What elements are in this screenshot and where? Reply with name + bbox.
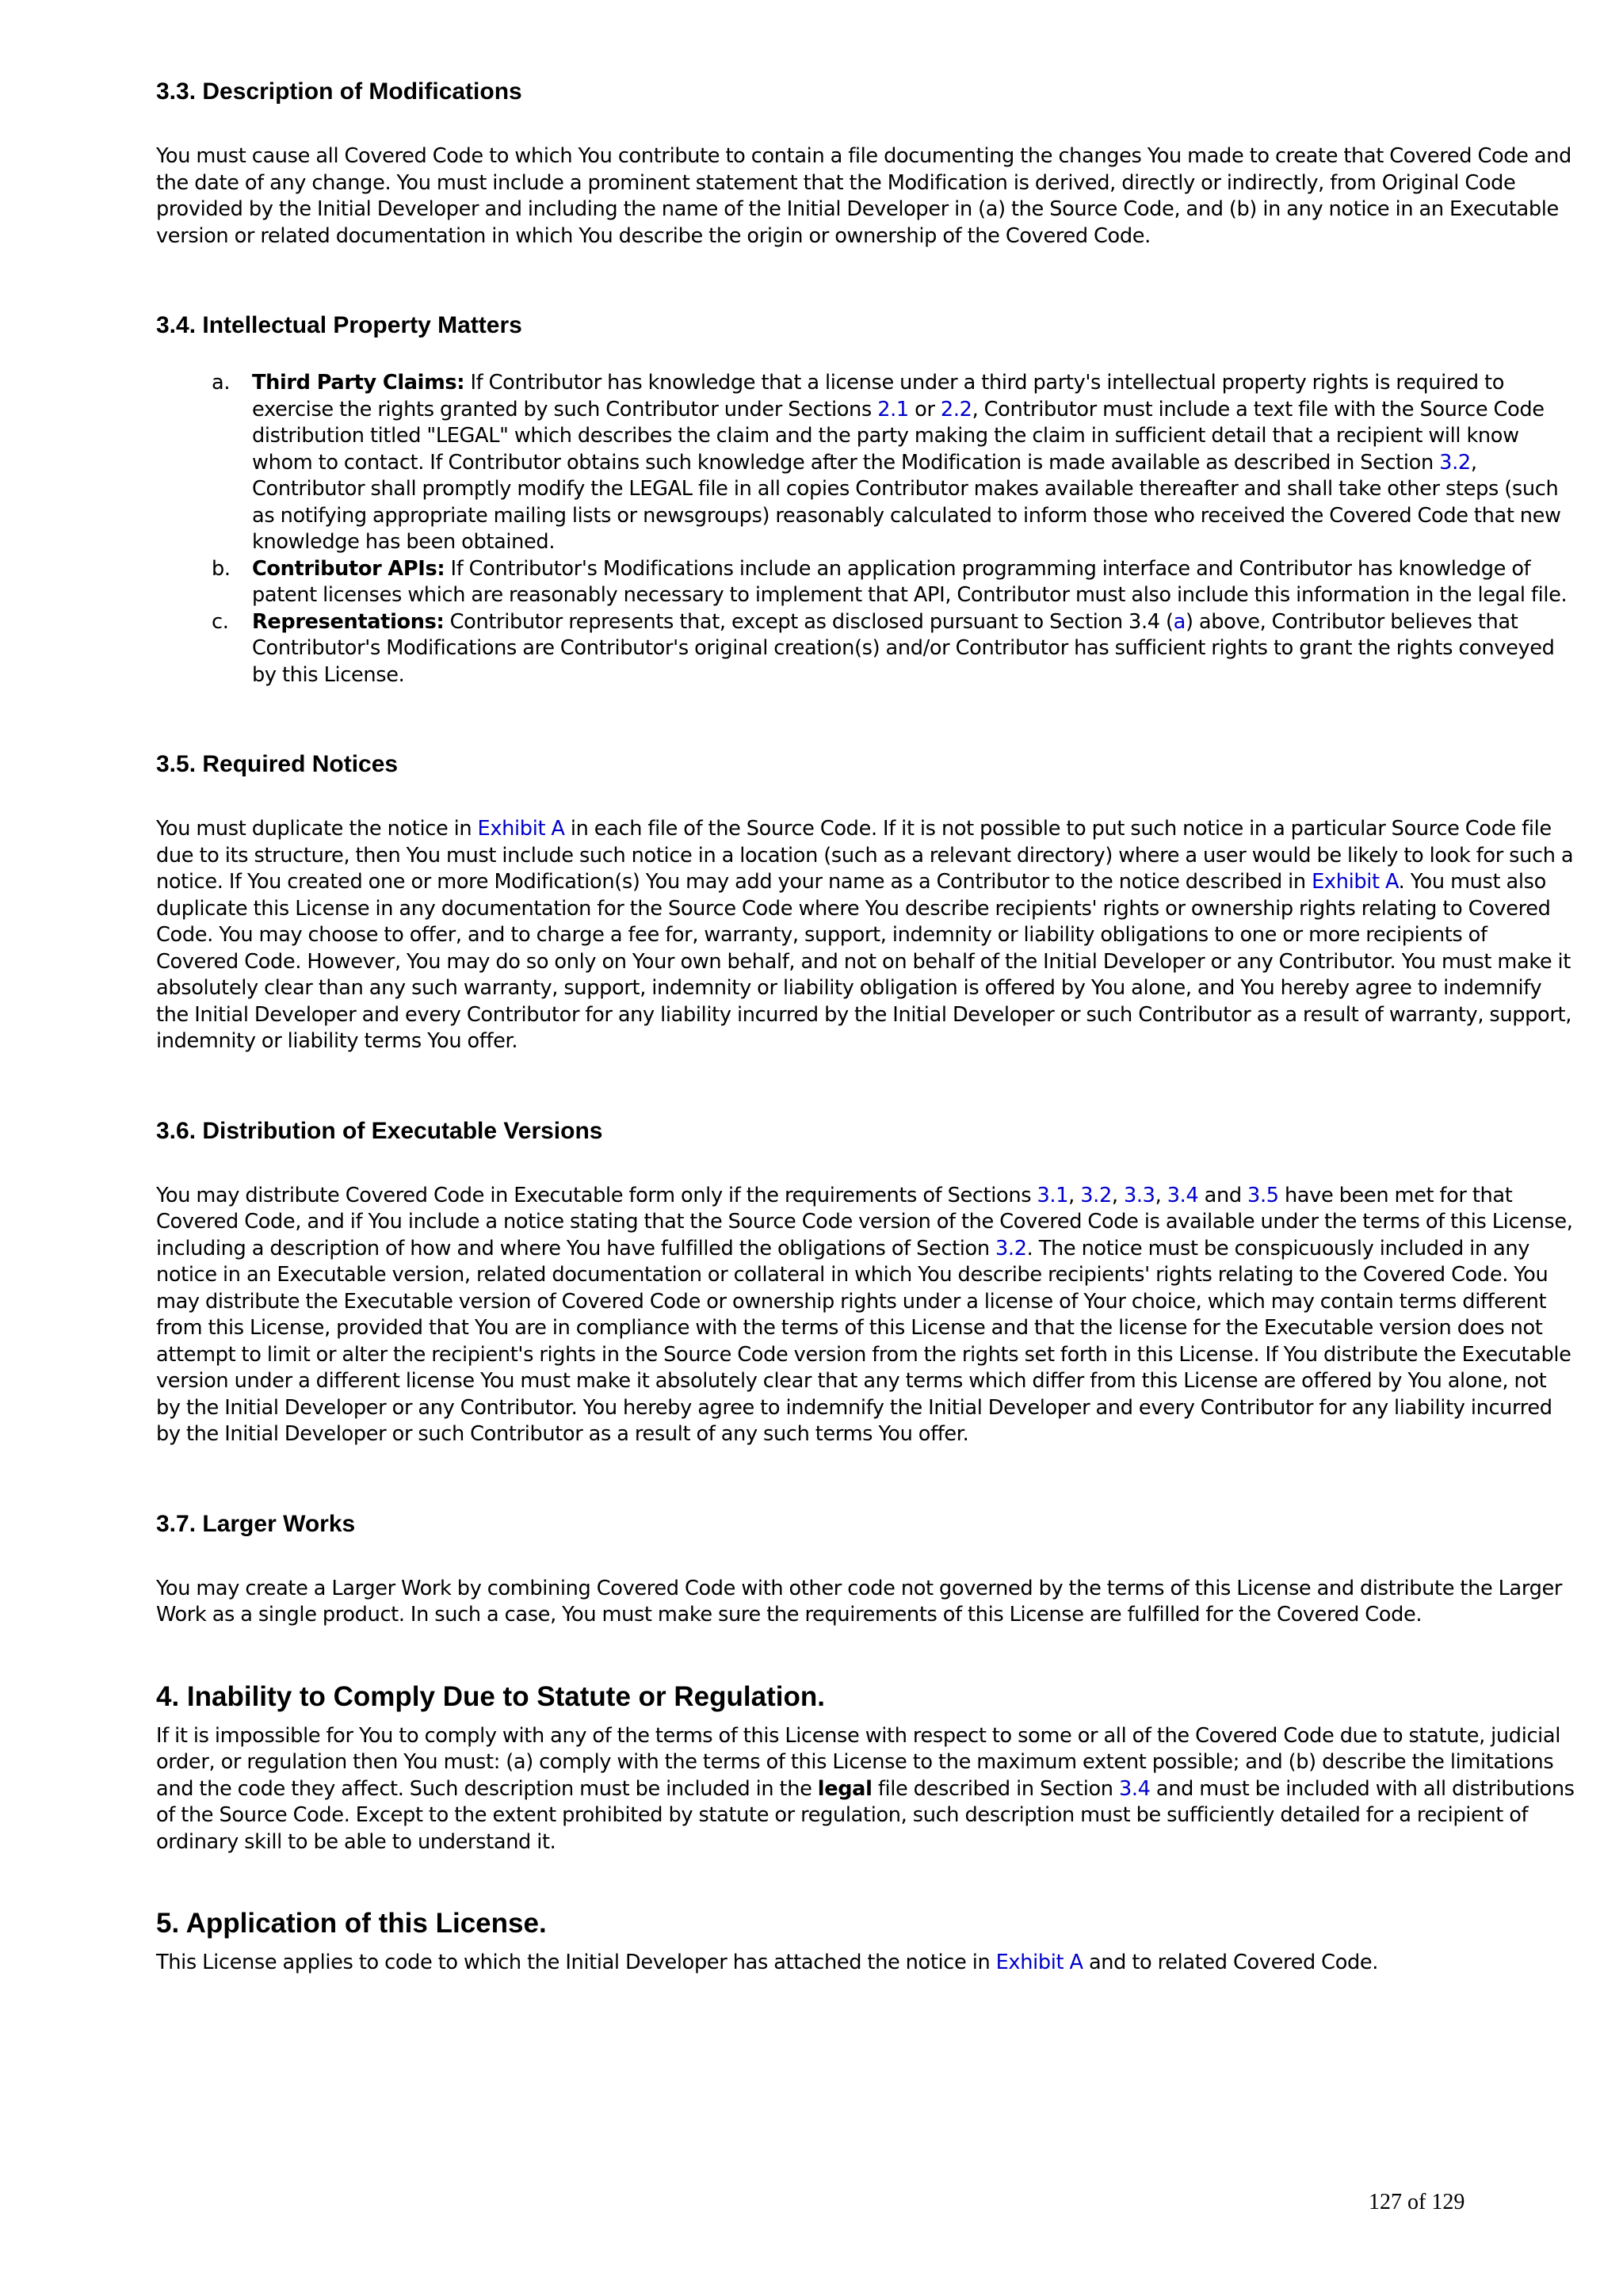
section-3-4-heading: 3.4. Intellectual Property Matters [156, 312, 522, 338]
item-text: or [908, 397, 941, 421]
body-text: and must be included with all distributions of the Source Code. Except to the extent prohibited by statute or regulation, such description must be sufficiently detailed for a recipient of ordinary skill to be able to understand it. [156, 1776, 1575, 1854]
link-section-3-1[interactable]: 3.1 [1037, 1183, 1069, 1207]
link-section-3-2[interactable]: 3.2 [995, 1236, 1027, 1261]
section-3-4-list [156, 370, 1575, 688]
body-text: You must duplicate the notice in [156, 817, 478, 841]
link-section-3-3[interactable]: 3.3 [1123, 1183, 1155, 1207]
body-text: This License applies to code to which the Initial Developer has attached the notice in [156, 1951, 996, 1974]
item-text: ) above, Contributor believes that Contributor's Modifications are Contributor's original creation(s) and/or Contributor has sufficient rights to grant the rights conveyed by this License. [252, 609, 1555, 687]
list-item-third-party-claims [212, 370, 1575, 556]
page-number: 127 of 129 [1369, 2190, 1465, 2214]
link-section-3-5[interactable]: 3.5 [1247, 1183, 1279, 1207]
body-text: , [1155, 1183, 1167, 1207]
body-text: If it is impossible for You to comply with any of the terms of this License with respect to some or all of the Covered Code due to statute, judicial order, or regulation then You must: (a) comply with the terms of this License to the maximum extent possible; and (b) describe the limitations and the code they affect. Such description must be included in the [156, 1723, 1561, 1801]
section-3-5-body [156, 816, 1575, 1055]
body-text: in each file of the Source Code. If it is not possible to put such notice in a particular Source Code file due to its structure, then You must include such notice in a location (such as a relevant directory) where a user would be likely to look for such a notice. If You created one or more Modification(s) You may add your name as a Contributor to the notice described in [156, 817, 1574, 894]
list-item-contributor-apis [212, 556, 1575, 609]
link-section-3-4[interactable]: 3.4 [1118, 1776, 1151, 1801]
bold-legal: legal [817, 1776, 873, 1801]
item-label: Contributor APIs: [252, 556, 445, 581]
body-text: . You must also duplicate this License in any documentation for the Source Code where You describe recipients' rights or ownership rights relating to Covered Code. You may choose to offer, and to charge a fee for, warranty, support, indemnity or liability obligations to one or more recipients of Covered Code. However, You may do so only on Your own behalf, and not on behalf of the Initial Developer or any Contributor. You must make it absolutely clear than any such warranty, support, indemnity or liability obligation is offered by You alone, and You hereby agree to indemnify the Initial Developer and every Contributor for any liability incurred by the Initial Developer or such Contributor as a result of warranty, support, indemnity or liability terms You offer. [156, 870, 1571, 1053]
section-5-heading: 5. Application of this License. [156, 1908, 547, 1939]
list-item-representations [212, 609, 1575, 689]
section-3-3-heading: 3.3. Description of Modifications [156, 78, 522, 105]
body-text: and to related Covered Code. [1083, 1951, 1379, 1974]
item-text: , Contributor must include a text file with the Source Code distribution titled "LEGAL" which describes the claim and the party making the claim in sufficient detail that a recipient will know whom to contact. If Contributor obtains such knowledge after the Modification is made available as described in Section [252, 397, 1545, 475]
item-label: Third Party Claims: [252, 371, 465, 395]
section-3-3-body: You must cause all Covered Code to which You contribute to contain a file documenting the changes You made to create that Covered Code and the date of any change. You must include a prominent statement that the Modification is derived, directly or indirectly, from Original Code provided by the Initial Developer and including the name of the Initial Developer in (a) the Source Code, and (b) in any notice in an Executable version or related documentation in which You describe the origin or ownership of the Covered Code. [156, 144, 1571, 248]
link-item-a[interactable]: a [1173, 609, 1186, 634]
link-section-3-4[interactable]: 3.4 [1167, 1183, 1199, 1207]
body-text: You may distribute Covered Code in Executable form only if the requirements of Sections [156, 1183, 1037, 1207]
body-text: and [1198, 1183, 1248, 1207]
list-marker: b. [212, 556, 231, 581]
section-4-body [156, 1723, 1575, 1856]
document-page [156, 76, 1575, 1977]
link-section-2-1[interactable]: 2.1 [877, 397, 909, 421]
body-text: , [1111, 1183, 1124, 1207]
item-text: , Contributor shall promptly modify the LEGAL file in all copies Contributor makes available thereafter and shall take other steps (such as notifying appropriate mailing lists or newsgroups) reasonably calculated to inform those who received the Covered Code that new knowledge has been obtained. [252, 450, 1561, 554]
section-3-6-heading: 3.6. Distribution of Executable Versions [156, 1117, 603, 1144]
link-exhibit-a[interactable]: Exhibit A [1312, 870, 1399, 894]
section-3-7-body: You may create a Larger Work by combining Covered Code with other code not governed by the terms of this License and distribute the Larger Work as a single product. In such a case, You must make sure the requirements of this License are fulfilled for the Covered Code. [156, 1576, 1563, 1627]
link-exhibit-a[interactable]: Exhibit A [477, 817, 565, 841]
body-text: , [1068, 1183, 1081, 1207]
body-text: . The notice must be conspicuously included in any notice in an Executable version, related documentation or collateral in which You describe recipients' rights relating to the Covered Code. You may distribute the Executable version of Covered Code or ownership rights under a license of Your choice, which may contain terms different from this License, provided that You are in compliance with the terms of this License and that the license for the Executable version does not attempt to limit or alter the recipient's rights in the Source Code version from the rights set forth in this License. If You distribute the Executable version under a different license You must make it absolutely clear that any terms which differ from this License are offered by You alone, not by the Initial Developer or any Contributor. You hereby agree to indemnify the Initial Developer and every Contributor for any liability incurred by the Initial Developer or such Contributor as a result of any such terms You offer. [156, 1236, 1571, 1446]
link-section-2-2[interactable]: 2.2 [940, 397, 972, 421]
link-exhibit-a[interactable]: Exhibit A [995, 1951, 1083, 1974]
item-text: Contributor represents that, except as disclosed pursuant to Section 3.4 ( [444, 609, 1174, 634]
item-text: If Contributor's Modifications include an application programming interface and Contributor has knowledge of patent licenses which are reasonably necessary to implement that API, Contributor must also include this information in the legal file. [252, 556, 1568, 607]
body-text: file described in Section [872, 1776, 1119, 1801]
item-text: If Contributor has knowledge that a license under a third party's intellectual property rights is required to exercise the rights granted by such Contributor under Sections [252, 371, 1505, 421]
item-label: Representations: [252, 609, 445, 634]
link-section-3-2[interactable]: 3.2 [1080, 1183, 1112, 1207]
list-marker: a. [212, 371, 231, 395]
section-3-6-body [156, 1183, 1575, 1448]
body-text: have been met for that Covered Code, and if You include a notice stating that the Source Code version of the Covered Code is available under the terms of this License, including a description of how and where You have fulfilled the obligations of Section [156, 1183, 1573, 1261]
section-3-5-heading: 3.5. Required Notices [156, 751, 399, 777]
section-4-heading: 4. Inability to Comply Due to Statute or Regulation. [156, 1680, 825, 1712]
section-5-body [156, 1950, 1575, 1977]
section-3-7-heading: 3.7. Larger Works [156, 1510, 356, 1537]
link-section-3-2[interactable]: 3.2 [1439, 450, 1471, 475]
list-marker: c. [212, 609, 229, 634]
